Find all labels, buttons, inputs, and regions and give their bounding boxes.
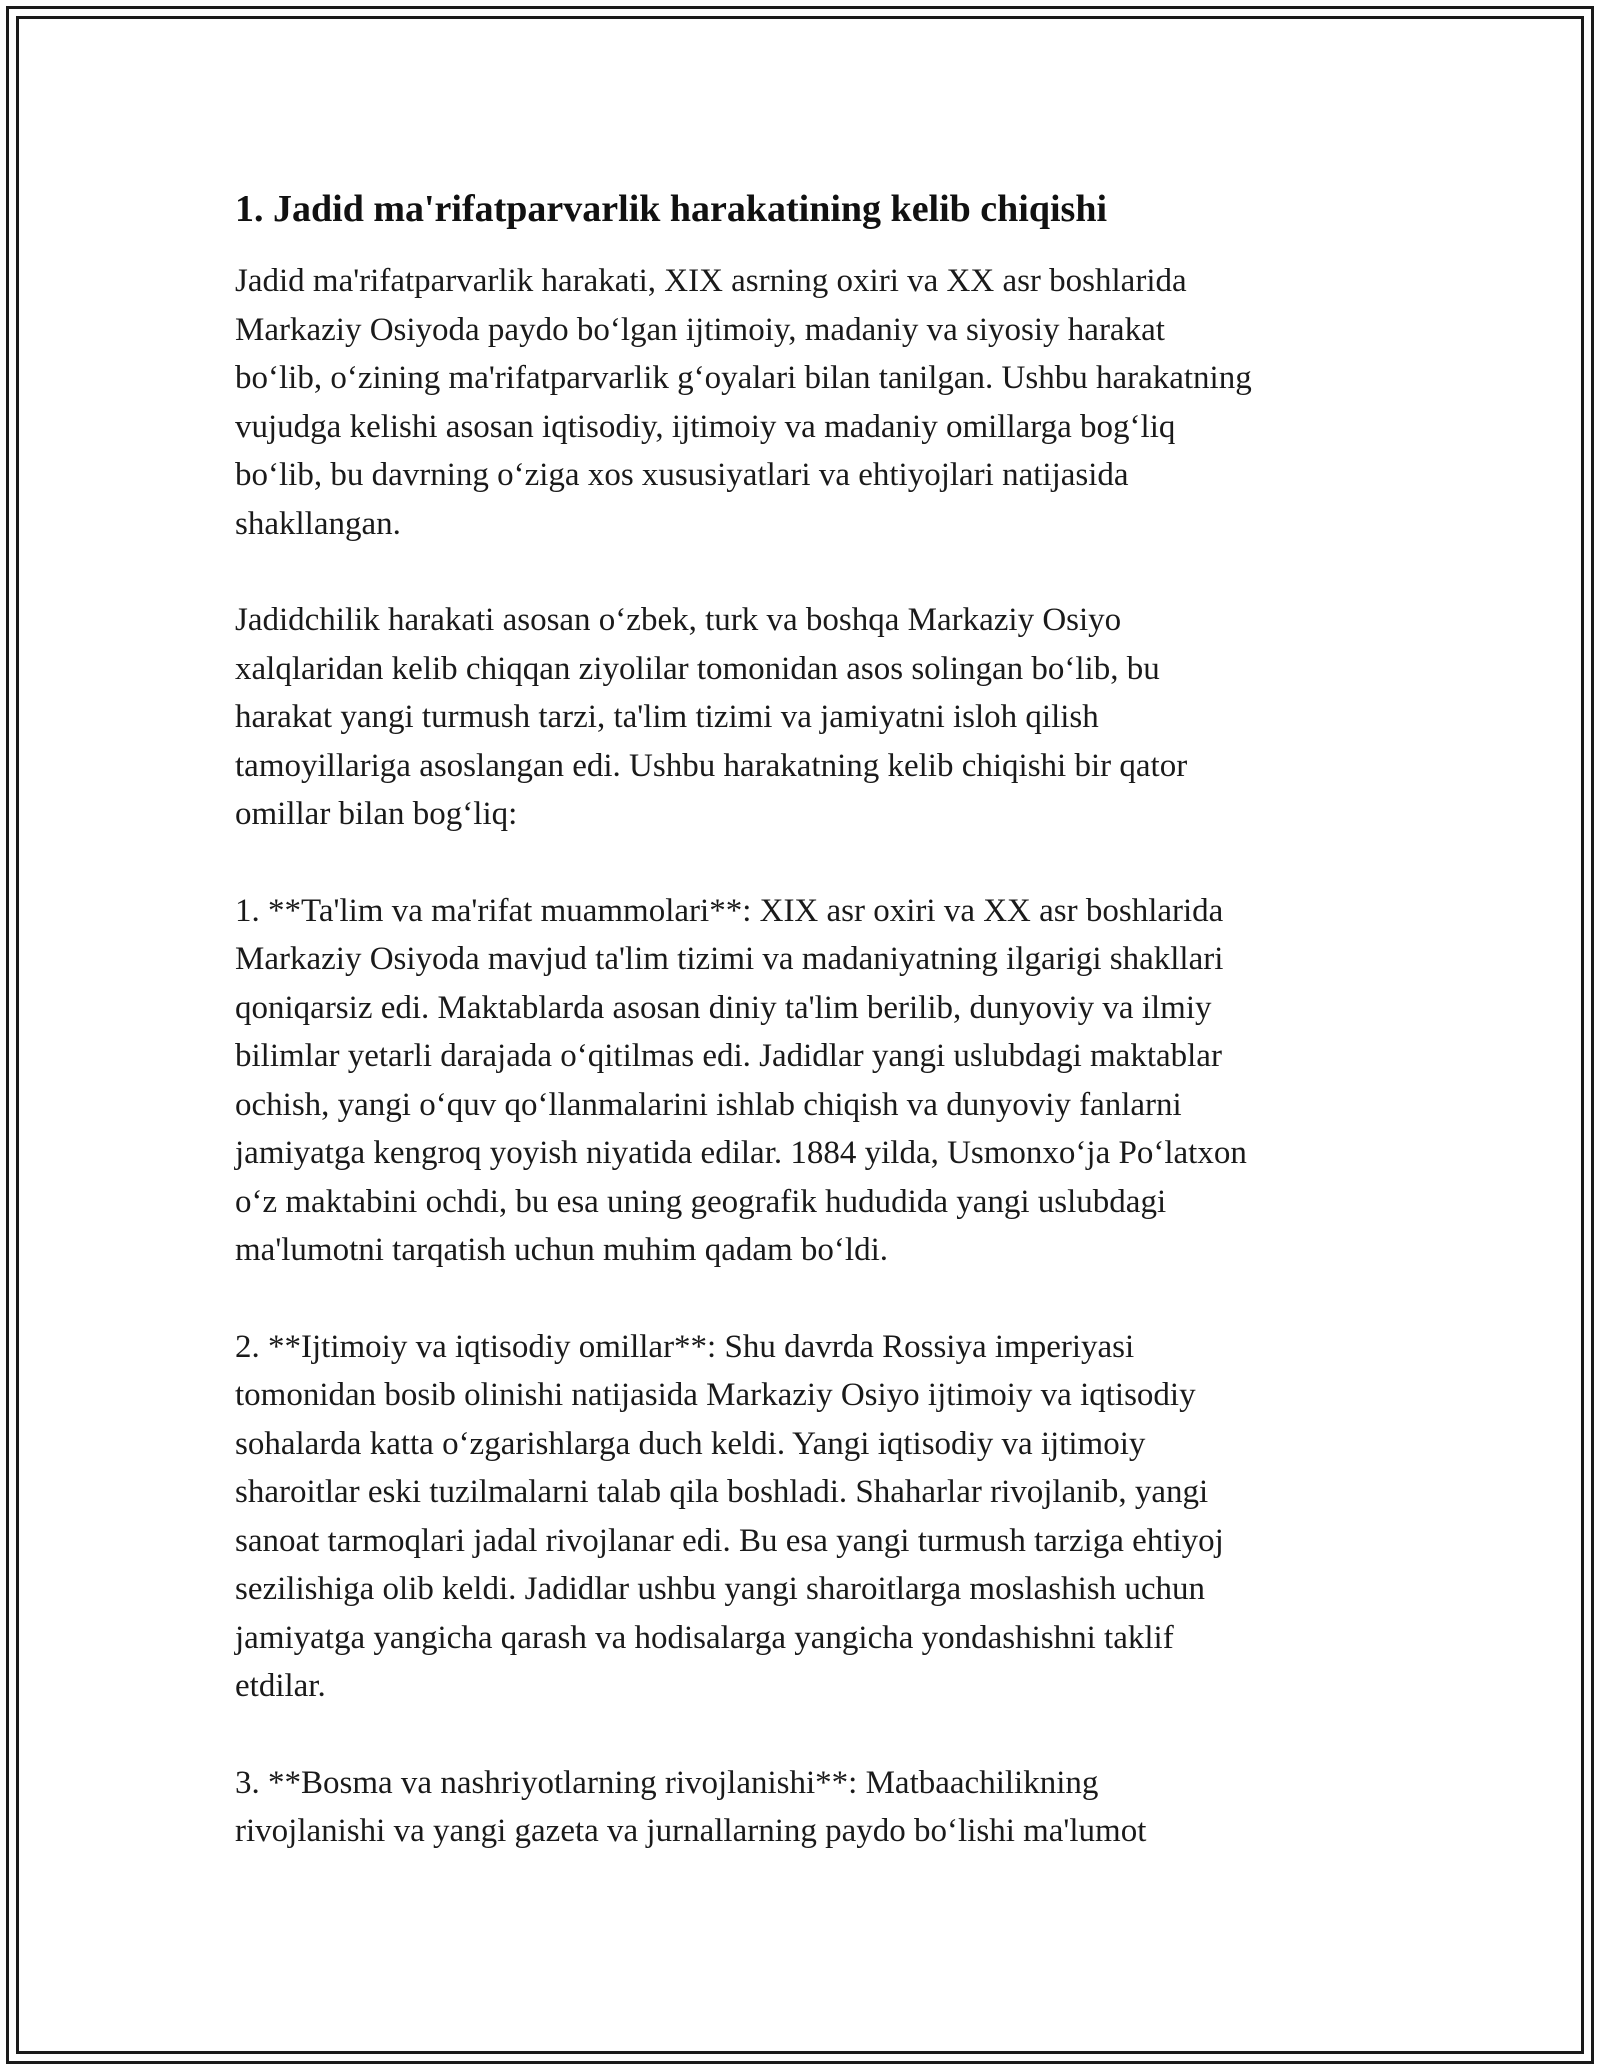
paragraph-point-press: 3. **Bosma va nashriyotlarning rivojlanishi**: Matbaachilikning rivojlanishi va yangi gazeta va jurnallarning paydo bo‘lishi ma'lumot [235,1764,1147,1849]
paragraph-origins: Jadidchilik harakati asosan o‘zbek, turk va boshqa Markaziy Osiyo xalqlaridan kelib chiqqan ziyolilar tomonidan asos solingan bo‘lib, bu harakat yangi turmush tarzi, ta'lim tizimi va jamiyatni isloh qilish tamoyillariga asoslangan edi. Ushbu harakatning kelib chiqishi bir qator omillar bilan bog‘liq: [235,602,1188,832]
paragraph-intro: Jadid ma'rifatparvarlik harakati, XIX asrning oxiri va XX asr boshlarida Markaziy Osiyoda paydo bo‘lgan ijtimoiy, madaniy va siyosiy harakat bo‘lib, o‘zining ma'rifatparvarlik g‘oyalari bilan tanilgan. Ushbu harakatning vujudga kelishi asosan iqtisodiy, ijtimoiy va madaniy omillarga bog‘liq bo‘lib, bu davrning o‘ziga xos xususiyatlari va ehtiyojlari natijasida shakllangan. [235,263,1252,542]
document-body [235,185,1375,1904]
paragraph-point-education: 1. **Ta'lim va ma'rifat muammolari**: XIX asr oxiri va XX asr boshlarida Markaziy Osiyoda mavjud ta'lim tizimi va madaniyatning ilgarigi shakllari qoniqarsiz edi. Maktablarda asosan diniy ta'lim berilib, dunyoviy va ilmiy bilimlar yetarli darajada o‘qitilmas edi. Jadidlar yangi uslubdagi maktablar ochish, yangi o‘quv qo‘llanmalarini ishlab chiqish va dunyoviy fanlarni jamiyatga kengroq yoyish niyatida edilar. 1884 yilda, Usmonxo‘ja Po‘latxon o‘z maktabini ochdi, bu esa uning geografik hududida yangi uslubdagi ma'lumotni tarqatish uchun muhim qadam bo‘ldi. [235,892,1247,1268]
paragraph-point-social-economic: 2. **Ijtimoiy va iqtisodiy omillar**: Shu davrda Rossiya imperiyasi tomonidan bosib olinishi natijasida Markaziy Osiyo ijtimoiy va iqtisodiy sohalarda katta o‘zgarishlarga duch keldi. Yangi iqtisodiy va ijtimoiy sharoitlar eski tuzilmalarni talab qila boshladi. Shaharlar rivojlanib, yangi sanoat tarmoqlari jadal rivojlanar edi. Bu esa yangi turmush tarziga ehtiyoj sezilishiga olib keldi. Jadidlar ushbu yangi sharoitlarga moslashish uchun jamiyatga yangicha qarash va hodisalarga yangicha yondashishni taklif etdilar. [235,1328,1224,1704]
section-heading: 1. Jadid ma'rifatparvarlik harakatining kelib chiqishi [235,188,1108,230]
